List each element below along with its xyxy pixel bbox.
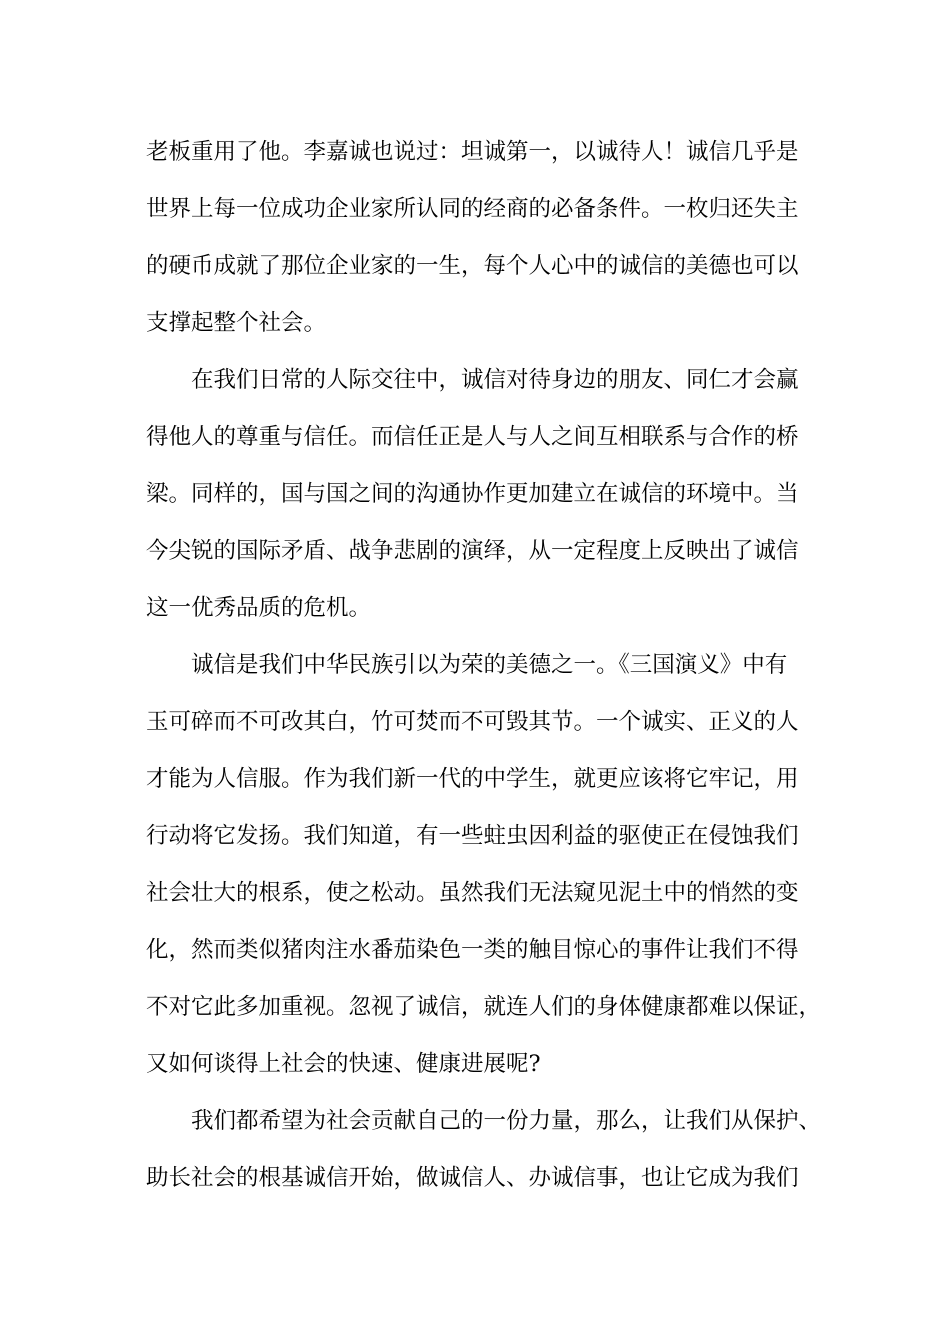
text-line: 的硬币成就了那位企业家的一生，每个人心中的诚信的美德也可以 (146, 253, 799, 279)
text-line: 世界上每一位成功企业家所认同的经商的必备条件。一枚归还失主 (146, 196, 799, 222)
text-line: 得他人的尊重与信任。而信任正是人与人之间互相联系与合作的桥 (146, 424, 799, 450)
text-line: 梁。同样的，国与国之间的沟通协作更加建立在诚信的环境中。当 (146, 481, 799, 507)
text-line: 今尖锐的国际矛盾、战争悲剧的演绎，从一定程度上反映出了诚信 (146, 538, 799, 564)
text-line: 助长社会的根基诚信开始，做诚信人、办诚信事，也让它成为我们 (146, 1165, 799, 1191)
text-line: 化，然而类似猪肉注水番茄染色一类的触目惊心的事件让我们不得 (146, 937, 799, 963)
text-line: 老板重用了他。李嘉诚也说过：坦诚第一，以诚待人！诚信几乎是 (146, 139, 799, 165)
text-line: 社会壮大的根系，使之松动。虽然我们无法窥见泥土中的悄然的变 (146, 880, 799, 906)
text-line: 行动将它发扬。我们知道，有一些蛀虫因利益的驱使正在侵蚀我们 (146, 823, 799, 849)
text-line: 这一优秀品质的危机。 (146, 595, 372, 621)
text-line: 支撑起整个社会。 (146, 310, 327, 336)
paragraph-start-line: 我们都希望为社会贡献自己的一份力量，那么，让我们从保护、 (191, 1108, 822, 1134)
document-body (146, 124, 826, 1207)
paragraph-start-line: 在我们日常的人际交往中，诚信对待身边的朋友、同仁才会赢 (191, 367, 799, 393)
text-line: 不对它此多加重视。忽视了诚信，就连人们的身体健康都难以保证， (146, 994, 822, 1020)
paragraph-start-line: 诚信是我们中华民族引以为荣的美德之一。《三国演义》中有 (191, 652, 788, 678)
text-line: 才能为人信服。作为我们新一代的中学生，就更应该将它牢记，用 (146, 766, 799, 792)
text-line: 玉可碎而不可改其白，竹可焚而不可毁其节。一个诚实、正义的人 (146, 709, 799, 735)
text-line: 又如何谈得上社会的快速、健康进展呢? (146, 1051, 541, 1077)
